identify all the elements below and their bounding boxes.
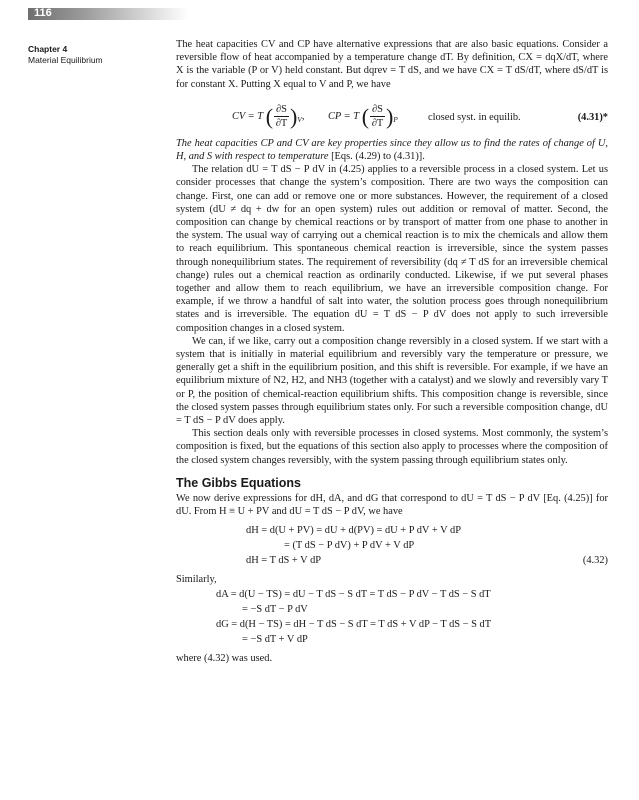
equation-dG: dG = d(H − TS) = dH − T dS − S dT = T dS + V dP − T dS − S dT = −S dT + V dP <box>216 618 492 645</box>
equation-number-4-31: (4.31)* <box>577 111 608 123</box>
main-text-column <box>176 38 608 667</box>
italic-statement: The heat capacities CP and CV are key properties since they allow us to find the rates of change of U, H, and S with respect to temperature <box>176 137 608 163</box>
section-heading: The Gibbs Equations <box>176 475 302 490</box>
similarly-text: Similarly, <box>176 573 217 585</box>
chapter-title: Material Equilibrium <box>28 55 103 65</box>
paragraph-gibbs-intro: We now derive expressions for dH, dA, and dG that correspond to dU = T dS − P dV [Eq. (4.25)] for dU. From H ≡ U + PV and dU = T dS − P dV, we have <box>176 493 608 518</box>
paragraph-composition-change: The relation dU = T dS − P dV in (4.25) applies to a reversible process in a closed system. Let us consider processes that change the system’s composition. There are two ways the composition can change. First, one can add or remove one or more substances. However, the requirement of a closed system (dU ≠ dq + dw for an open system) rules out addition or removal of matter. Second, the composition can change by chemical reactions or by transport of matter from one phase to another in the system. The usual way of carrying out a chemical reaction is to mix the chemicals and allow them to reach equilibrium. This spontaneous chemical reaction is irreversible, since the system passes through nonequilibrium states. The requirement of reversibility (dq ≠ T dS for an irreversible chemical change) rules out a chemical reaction as ordinarily conducted. Likewise, if we put several phases together and allow them to reach equilibrium, we have an irreversible composition change. For example, if we throw a handful of salt into water, the solution process goes through nonequilibrium states and is irreversible. The equation dU = T dS − P dV does not apply to such irreversible composition changes in a closed system. <box>176 164 608 334</box>
page-number: 116 <box>34 7 52 19</box>
paragraph-section-scope: This section deals only with reversible processes in closed systems. Most commonly, the system’s composition is fixed, but the equations of this section also apply to processes where the composition of the closed system changes reversibly, with the system passing through equilibrium states only. <box>176 428 608 466</box>
equation-number-4-32: (4.32) <box>582 554 608 566</box>
page-header-bar <box>28 8 188 20</box>
paragraph-key-properties: The heat capacities CP and CV are key properties since they allow us to find the rates of change of U, H, and S with respect to temperature [Eqs. (4.29) to (4.31)]. <box>176 137 608 163</box>
equation-4-31 <box>176 95 608 135</box>
equation-dA: dA = d(U − TS) = dU − T dS − S dT = T dS − P dV − T dS − S dT = −S dT − P dV <box>216 588 491 615</box>
closing-text: where (4.32) was used. <box>176 652 273 664</box>
cp-expression: CP = T ( $\frac{\partial S}{\partial T}$ )$_P$ <box>328 103 398 129</box>
paragraph-heat-capacities: The heat capacities CV and CP have alternative expressions that are also basic equations. Consider a reversible flow of heat accompanied by a temperature change dT. By definition, CX = dqX/dT, where X is the variable (P or V) held constant. But dqrev = T dS, and we have CX = T dS/dT, where dS/dT is for constant X. Putting X equal to V and P, we have <box>176 39 608 90</box>
equation-condition: closed syst. in equilib. <box>428 111 521 123</box>
chapter-label: Chapter 4 <box>28 44 68 54</box>
equation-4-32: dH = d(U + PV) = dU + d(PV) = dU + P dV + V dP = (T dS − P dV) + P dV + V dP dH = T dS + V dP (4.32) <box>246 524 608 566</box>
cv-expression: CV = T ( $\frac{\partial S}{\partial T}$ )$_V$, <box>232 103 305 129</box>
chapter-sidebar <box>28 44 103 66</box>
paragraph-reversible-change: We can, if we like, carry out a composition change reversibly in a closed system. If we start with a system that is initially in material equilibrium and reversibly vary the temperature or pressure, we generally get a shift in the equilibrium position, and this shift is reversible. For example, if we have an equilibrium mixture of N2, H2, and NH3 (together with a catalyst) and we slowly and reversibly vary T or P, the position of chemical-reaction equilibrium shifts. This composition change is reversible, since the closed system passes through equilibrium states only. For such a reversible composition change, dU = T dS − P dV does apply. <box>176 335 608 427</box>
